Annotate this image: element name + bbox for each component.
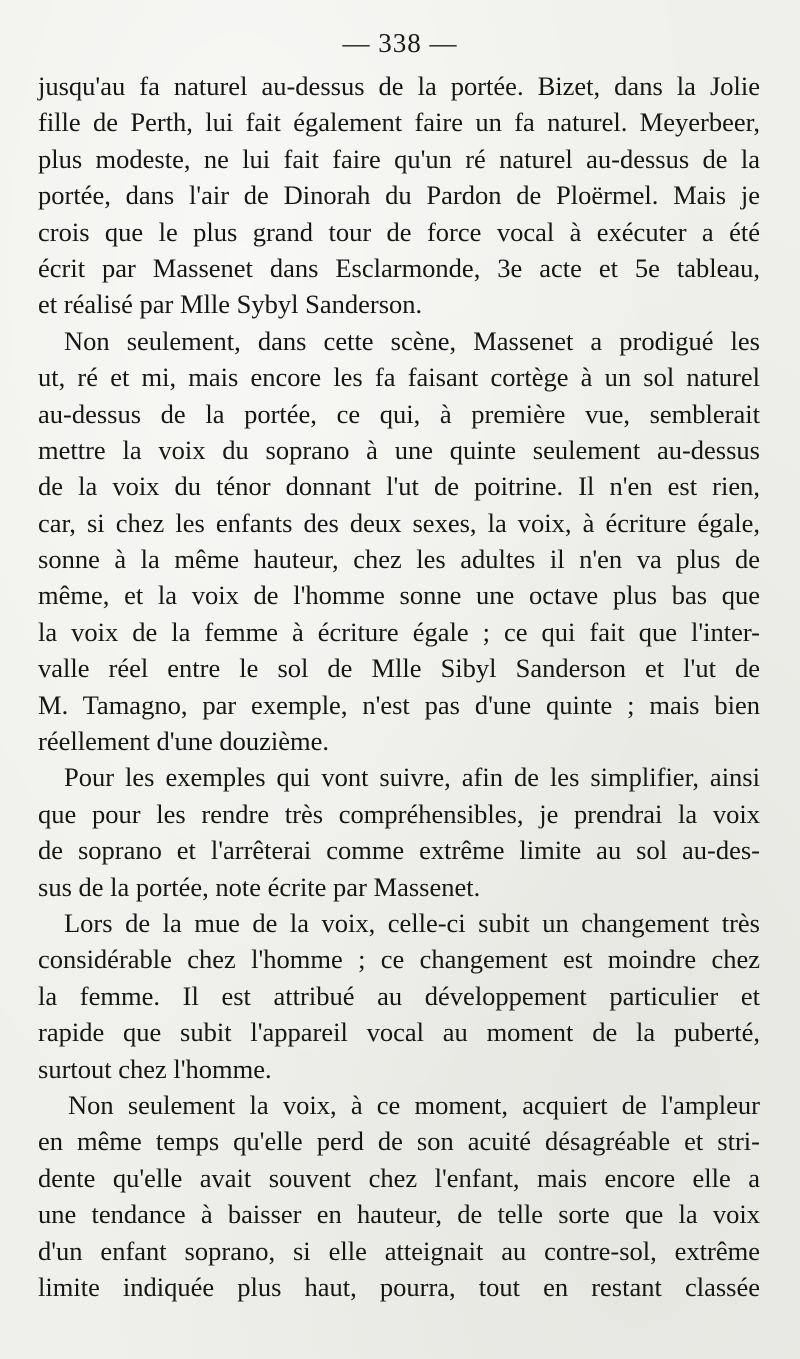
paragraph: [38, 905, 760, 1087]
text-line: valle réel entre le sol de Mlle Sibyl Sanderson et l'ut de: [38, 653, 760, 684]
text-line: une tendance à baisser en hauteur, de telle sorte que la voix: [38, 1199, 760, 1230]
text-line: considérable chez l'homme ; ce changement est moindre chez: [38, 944, 760, 975]
page-number: — 338 —: [342, 28, 458, 58]
text-line: en même temps qu'elle perd de son acuité désagréable et stri-: [38, 1126, 760, 1157]
text-line: sonne à la même hauteur, chez les adultes il n'en va plus de: [38, 544, 760, 575]
text-line: Non seulement, dans cette scène, Massenet a prodigué les: [64, 325, 760, 356]
text-line: la voix de la femme à écriture égale ; ce qui fait que l'inter-: [38, 616, 760, 647]
body-text: [38, 68, 760, 1305]
paragraph: [38, 1087, 760, 1305]
text-line: que pour les rendre très compréhensibles, je prendrai la voix: [38, 798, 760, 829]
text-line: rapide que subit l'appareil vocal au moment de la puberté,: [38, 1017, 760, 1048]
text-line: Non seulement la voix, à ce moment, acquiert de l'ampleur: [68, 1089, 760, 1120]
paragraph: [38, 68, 760, 323]
text-line: et réalisé par Mlle Sybyl Sanderson.: [38, 289, 423, 320]
text-line: jusqu'au fa naturel au-dessus de la portée. Bizet, dans la Jolie: [38, 71, 760, 101]
paragraph: [38, 323, 760, 760]
text-line: ut, ré et mi, mais encore les fa faisant cortège à un sol naturel: [38, 362, 760, 393]
text-line: réellement d'une douzième.: [38, 726, 329, 757]
text-line: écrit par Massenet dans Esclarmonde, 3e acte et 5e tableau,: [38, 252, 760, 283]
text-line: crois que le plus grand tour de force vocal à exécuter a été: [38, 216, 760, 247]
text-line: d'un enfant soprano, si elle atteignait au contre-sol, extrême: [38, 1235, 760, 1266]
text-line: surtout chez l'homme.: [38, 1053, 272, 1084]
text-line: Lors de la mue de la voix, celle-ci subit un changement très: [64, 907, 760, 938]
paragraph: [38, 759, 760, 905]
text-line: limite indiquée plus haut, pourra, tout en restant classée: [38, 1271, 760, 1302]
text-line: plus modeste, ne lui fait faire qu'un ré naturel au-dessus de la: [38, 143, 760, 174]
text-line: portée, dans l'air de Dinorah du Pardon de Ploërmel. Mais je: [38, 180, 760, 211]
text-line: au-dessus de la portée, ce qui, à première vue, semblerait: [38, 398, 760, 429]
text-line: mettre la voix du soprano à une quinte seulement au-dessus: [38, 434, 760, 465]
text-line: sus de la portée, note écrite par Massenet.: [38, 871, 481, 902]
text-line: la femme. Il est attribué au développement particulier et: [38, 980, 760, 1011]
text-line: car, si chez les enfants des deux sexes, la voix, à écriture égale,: [38, 507, 760, 538]
text-line: Pour les exemples qui vont suivre, afin de les simplifier, ainsi: [64, 762, 760, 793]
text-line: M. Tamagno, par exemple, n'est pas d'une quinte ; mais bien: [38, 689, 760, 720]
text-line: fille de Perth, lui fait également faire un fa naturel. Meyerbeer,: [38, 107, 760, 138]
text-line: de la voix du ténor donnant l'ut de poitrine. Il n'en est rien,: [38, 471, 760, 502]
text-line: de soprano et l'arrêterai comme extrême limite au sol au-des-: [38, 835, 760, 866]
text-line: même, et la voix de l'homme sonne une octave plus bas que: [38, 580, 760, 611]
text-line: dente qu'elle avait souvent chez l'enfant, mais encore elle a: [38, 1162, 760, 1193]
